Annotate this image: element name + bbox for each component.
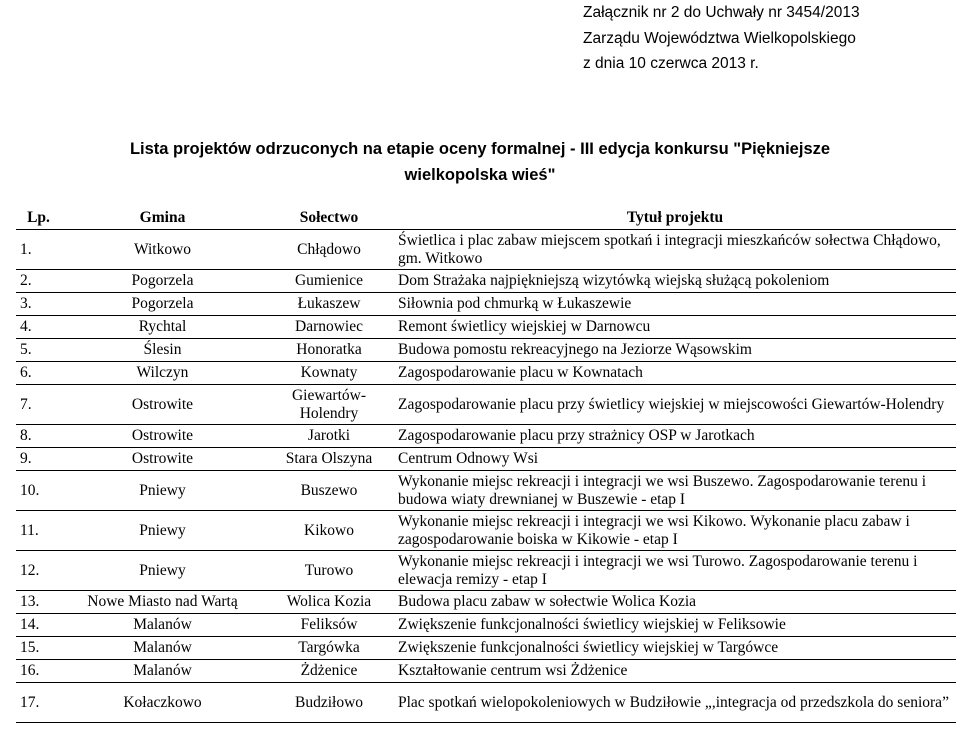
row-gmina: Ostrowite (61, 385, 264, 425)
row-gmina: Malanów (61, 660, 264, 683)
row-solectwo: Żdżenice (264, 660, 394, 683)
row-solectwo: Jarotki (264, 425, 394, 448)
column-header-tytul: Tytuł projektu (394, 206, 956, 230)
table-row (16, 614, 956, 637)
projects-table (16, 206, 956, 723)
row-gmina: Ostrowite (61, 425, 264, 448)
column-header-solectwo: Sołectwo (264, 206, 394, 230)
column-header-lp: Lp. (16, 206, 61, 230)
row-tytul: Świetlica i plac zabaw miejscem spotkań i integracji mieszkańców sołectwa Chłądowo, gm. Witkowo (394, 230, 956, 270)
row-lp: 9. (16, 448, 61, 471)
row-tytul: Siłownia pod chmurką w Łukaszewie (394, 293, 956, 316)
row-tytul: Plac spotkań wielopokoleniowych w Budziłowie „,integracja od przedszkola do seniora” (394, 683, 956, 723)
row-lp: 16. (16, 660, 61, 683)
row-solectwo: Łukaszew (264, 293, 394, 316)
row-solectwo: Turowo (264, 551, 394, 591)
row-solectwo: Darnowiec (264, 316, 394, 339)
row-solectwo: Kownaty (264, 362, 394, 385)
table-row (16, 660, 956, 683)
row-lp: 15. (16, 637, 61, 660)
row-gmina: Ślesin (61, 339, 264, 362)
table-header-row (16, 206, 956, 230)
row-lp: 17. (16, 683, 61, 723)
title-line-2: wielkopolska wieś" (404, 166, 556, 184)
row-lp: 13. (16, 591, 61, 614)
row-solectwo: Kikowo (264, 511, 394, 551)
header-line-2: Zarządu Województwa Wielkopolskiego (583, 29, 856, 47)
table-row (16, 637, 956, 660)
row-tytul: Budowa placu zabaw w sołectwie Wolica Kozia (394, 591, 956, 614)
row-solectwo: Giewartów-Holendry (264, 385, 394, 425)
table-row (16, 511, 956, 551)
table-row (16, 591, 956, 614)
row-gmina: Malanów (61, 637, 264, 660)
row-lp: 10. (16, 471, 61, 511)
row-gmina: Rychtal (61, 316, 264, 339)
row-tytul: Zagospodarowanie placu przy świetlicy wiejskiej w miejscowości Giewartów-Holendry (394, 385, 956, 425)
row-solectwo: Budziłowo (264, 683, 394, 723)
row-tytul: Zagospodarowanie placu w Kownatach (394, 362, 956, 385)
table-row (16, 339, 956, 362)
row-tytul: Wykonanie miejsc rekreacji i integracji we wsi Kikowo. Wykonanie placu zabaw i zagospodarowanie boiska w Kikowie - etap I (394, 511, 956, 551)
row-solectwo: Chłądowo (264, 230, 394, 270)
header-line-3: z dnia 10 czerwca 2013 r. (583, 55, 759, 72)
row-tytul: Wykonanie miejsc rekreacji i integracji we wsi Buszewo. Zagospodarowanie terenu i budowa wiaty drewnianej w Buszewie - etap I (394, 471, 956, 511)
table-row (16, 551, 956, 591)
row-solectwo: Stara Olszyna (264, 448, 394, 471)
table-row (16, 293, 956, 316)
table-row (16, 683, 956, 723)
row-tytul: Kształtowanie centrum wsi Żdżenice (394, 660, 956, 683)
row-gmina: Pogorzela (61, 270, 264, 293)
title-line-1: Lista projektów odrzuconych na etapie oceny formalnej - III edycja konkursu "Piękniejsze (129, 140, 831, 158)
row-solectwo: Honoratka (264, 339, 394, 362)
row-gmina: Witkowo (61, 230, 264, 270)
header-line-1: Załącznik nr 2 do Uchwały nr 3454/2013 (583, 4, 860, 21)
row-solectwo: Targówka (264, 637, 394, 660)
row-lp: 2. (16, 270, 61, 293)
row-tytul: Dom Strażaka najpiękniejszą wizytówką wiejską służącą pokoleniom (394, 270, 956, 293)
row-solectwo: Feliksów (264, 614, 394, 637)
row-solectwo: Wolica Kozia (264, 591, 394, 614)
table-body (16, 230, 956, 723)
document-header (583, 0, 860, 77)
row-tytul: Zwiększenie funkcjonalności świetlicy wiejskiej w Targówce (394, 637, 956, 660)
row-tytul: Centrum Odnowy Wsi (394, 448, 956, 471)
row-solectwo: Gumienice (264, 270, 394, 293)
row-lp: 4. (16, 316, 61, 339)
document-title (0, 136, 960, 188)
row-tytul: Zagospodarowanie placu przy strażnicy OSP w Jarotkach (394, 425, 956, 448)
row-gmina: Pogorzela (61, 293, 264, 316)
row-lp: 12. (16, 551, 61, 591)
row-lp: 8. (16, 425, 61, 448)
row-gmina: Ostrowite (61, 448, 264, 471)
row-gmina: Nowe Miasto nad Wartą (61, 591, 264, 614)
table-row (16, 425, 956, 448)
row-tytul: Budowa pomostu rekreacyjnego na Jeziorze Wąsowskim (394, 339, 956, 362)
row-lp: 5. (16, 339, 61, 362)
column-header-gmina: Gmina (61, 206, 264, 230)
row-lp: 1. (16, 230, 61, 270)
row-solectwo: Buszewo (264, 471, 394, 511)
table-row (16, 230, 956, 270)
row-tytul: Zwiększenie funkcjonalności świetlicy wiejskiej w Feliksowie (394, 614, 956, 637)
table-row (16, 385, 956, 425)
table-row (16, 471, 956, 511)
table-row (16, 448, 956, 471)
table-row (16, 362, 956, 385)
row-gmina: Wilczyn (61, 362, 264, 385)
row-lp: 11. (16, 511, 61, 551)
row-gmina: Pniewy (61, 511, 264, 551)
row-tytul: Remont świetlicy wiejskiej w Darnowcu (394, 316, 956, 339)
table-row (16, 316, 956, 339)
table-row (16, 270, 956, 293)
row-gmina: Malanów (61, 614, 264, 637)
row-lp: 6. (16, 362, 61, 385)
row-gmina: Kołaczkowo (61, 683, 264, 723)
row-gmina: Pniewy (61, 471, 264, 511)
row-gmina: Pniewy (61, 551, 264, 591)
row-tytul: Wykonanie miejsc rekreacji i integracji we wsi Turowo. Zagospodarowanie terenu i elewacja remizy - etap I (394, 551, 956, 591)
row-lp: 3. (16, 293, 61, 316)
row-lp: 14. (16, 614, 61, 637)
row-lp: 7. (16, 385, 61, 425)
